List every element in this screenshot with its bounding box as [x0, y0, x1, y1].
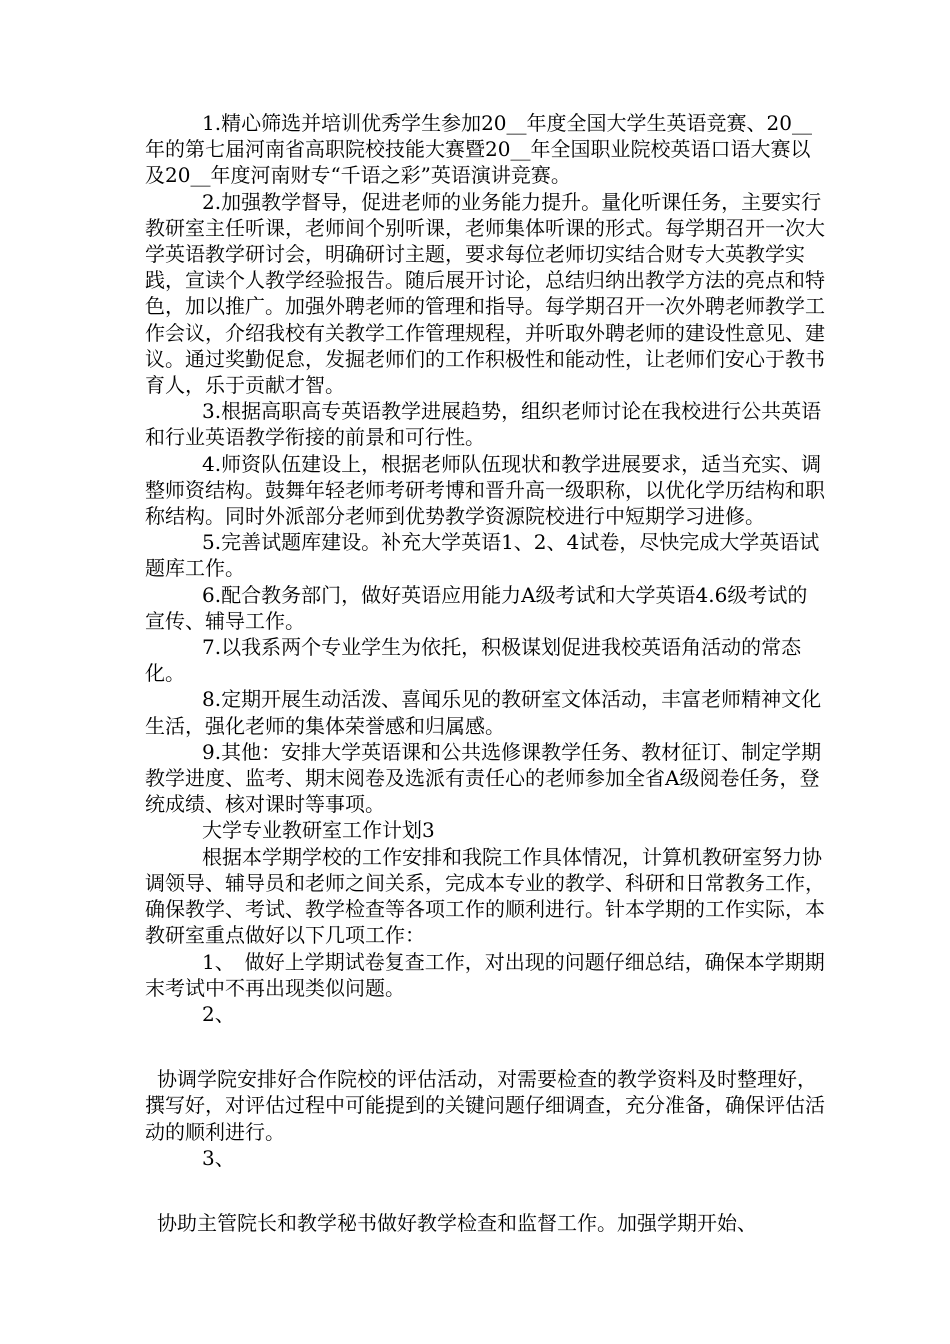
document-body: [145, 110, 825, 1236]
paragraph-item-8: 8.定期开展生动活泼、喜闻乐见的教研室文体活动，丰富老师精神文化生活，强化老师的集体荣誉感和归属感。: [145, 687, 822, 738]
paragraph-item-2: 2.加强教学督导，促进老师的业务能力提升。量化听课任务，主要实行教研室主任听课，老师间个别听课，老师集体听课的形式。每学期召开一次大学英语教学研讨会，明确研讨主题，要求每位老师切实结合财专大英教学实践，宣读个人教学经验报告。随后展开讨论，总结归纳出教学方法的亮点和特色，加以推广。加强外聘老师的管理和指导。每学期召开一次外聘老师教学工作会议，介绍我校有关教学工作管理规程，并听取外聘老师的建设性意见、建议。通过奖勤促怠，发掘老师们的工作积极性和能动性，让老师们安心于教书育人，乐于贡献才智。: [145, 189, 825, 398]
spacer: [145, 1171, 825, 1210]
spacer: [145, 1027, 825, 1066]
list-item-3-number: 3、: [202, 1145, 235, 1170]
paragraph-item-6: 6.配合教务部门，做好英语应用能力A级考试和大学英语4.6级考试的宣传、辅导工作。: [145, 582, 808, 633]
paragraph-item-7: 7.以我系两个专业学生为依托，积极谋划促进我校英语角活动的常态化。: [145, 635, 802, 686]
paragraph-item-3: 3.根据高职高专英语教学进展趋势，组织老师讨论在我校进行公共英语和行业英语教学衔接的前景和可行性。: [145, 399, 822, 450]
paragraph-item-5: 5.完善试题库建设。补充大学英语1、2、4试卷，尽快完成大学英语试题库工作。: [145, 530, 820, 581]
paragraph-item-1: 1.精心筛选并培训优秀学生参加20__年度全国大学生英语竞赛、20__年的第七届河南省高职院校技能大赛暨20__年全国职业院校英语口语大赛以及20__年度河南财专“千语之彩”英语演讲竞赛。: [145, 111, 812, 188]
list-item-2-number: 2、: [202, 1001, 235, 1026]
paragraph-item-9: 9.其他：安排大学英语课和公共选修课教学任务、教材征订、制定学期教学进度、监考、期末阅卷及选派有责任心的老师参加全省A级阅卷任务，登统成绩、核对课时等事项。: [145, 739, 822, 817]
section-intro: 根据本学期学校的工作安排和我院工作具体情况，计算机教研室努力协调领导、辅导员和老师之间关系，完成本专业的教学、科研和日常教务工作，确保教学、考试、教学检查等各项工作的顺利进行。针本学期的工作实际，本教研室重点做好以下几项工作：: [145, 844, 825, 948]
list-item-2-text: 协调学院安排好合作院校的评估活动，对需要检查的教学资料及时整理好，撰写好，对评估过程中可能提到的关键问题仔细调查，充分准备，确保评估活动的顺利进行。: [145, 1067, 825, 1144]
list-item-1: 1、 做好上学期试卷复查工作，对出现的问题仔细总结，确保本学期期末考试中不再出现类似问题。: [145, 949, 825, 1000]
list-item-3-text: 协助主管院长和教学秘书做好教学检查和监督工作。加强学期开始、: [157, 1210, 757, 1235]
section-heading: 大学专业教研室工作计划3: [202, 818, 435, 843]
paragraph-item-4: 4.师资队伍建设上，根据老师队伍现状和教学进展要求，适当充实、调整师资结构。鼓舞年轻老师考研考博和晋升高一级职称，以优化学历结构和职称结构。同时外派部分老师到优势教学资源院校进行中短期学习进修。: [145, 451, 825, 529]
